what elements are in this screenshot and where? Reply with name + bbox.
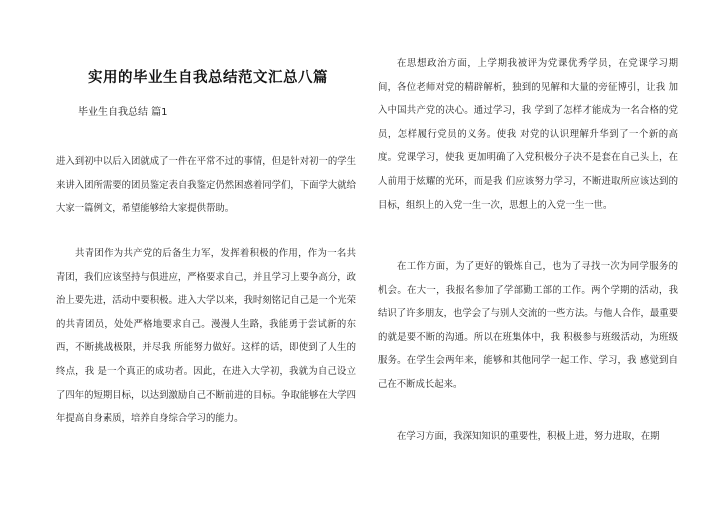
section-subtitle: 毕业生自我总结 篇1 [78, 107, 168, 118]
document-title: 实用的毕业生自我总结范文汇总八篇 [88, 69, 328, 86]
paragraph: 在学习方面，我深知知识的重要性，积极上进，努力进取，在期 [397, 431, 660, 442]
paragraph: 在工作方面，为了更好的锻炼自己，也为了寻找一次为同学服务的机会。在大一，我报名参加了学部勤工部的工作。两个学期的活动，我 结识了许多朋友，也学会了与别人交流的一些方法。与他人合作，最重要的就是要不断的沟通。所以在班集体中，我 积极参与班级活动，为班级服务。在学生会两年来，能够和其他同学一起工作、学习，我 感觉到自己在不断成长起来。 [378, 261, 679, 390]
paragraph: 进入到初中以后入团就成了一件在平常不过的事情，但是针对初一的学生来讲入团所需要的团员鉴定表自我鉴定仍然困惑着同学们，下面学大就给大家一篇例文，希望能够给大家提供帮助。 [56, 156, 357, 215]
paragraph: 共青团作为共产党的后备生力军，发挥着积极的作用，作为一名共青团，我们应该坚持与俱进应，严格要求自己，并且学习上要争高分，政治上要先进，活动中要积极。进入大学以来，我时刻铭记自己是一个光荣的共青团员，处处严格地要求自己。漫漫人生路，我能勇于尝试新的东西，不断挑战极限，并尽我 所能努力做好。这样的话，即使到了人生的终点，我 是一个真正的成功者。因此，在进入大学初，我就为自己设立了四年的短期目标，以达到激励自己不断前进的目标。争取能够在大学四年提高自身素质，培养自身综合学习的能力。 [56, 248, 357, 425]
paragraph: 在思想政治方面，上学期我被评为党课优秀学员，在党课学习期间，各位老师对党的精辟解析，独到的见解和大量的旁征博引，让我 加入中国共产党的决心。通过学习，我 学到了怎样才能成为一名合格的党员，怎样履行党员的义务。使我 对党的认识理解升华到了一个新的高度。党课学习，使我 更加明确了入党积极分子决不是套在自己头上，在人前用于炫耀的光环，而是我 们应该努力学习，不断进取所应该达到的目标，组织上的入党一生一次，思想上的入党一生一世。 [378, 58, 678, 211]
